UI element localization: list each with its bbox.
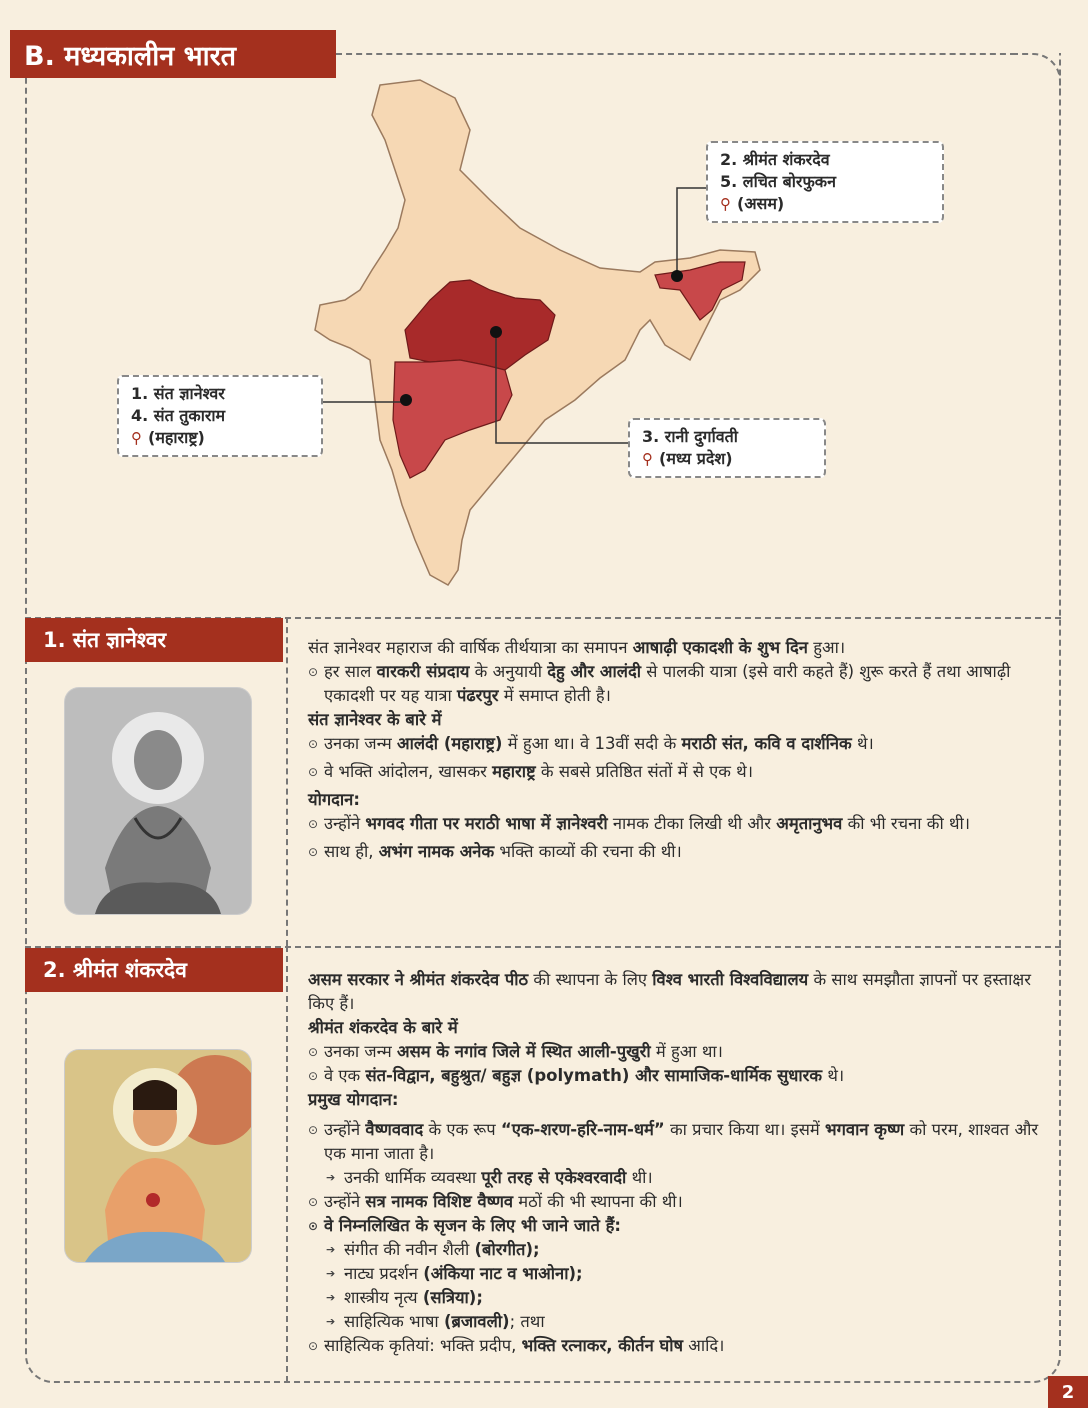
sec2-subbullet: ➔ उनकी धार्मिक व्यवस्था पूरी तरह से एकेश्वरवादी थी। (308, 1166, 1048, 1190)
sec1-intro: संत ज्ञानेश्वर महाराज की वार्षिक तीर्थयात्रा का समापन आषाढ़ी एकादशी के शुभ दिन हुआ। (308, 638, 846, 657)
sec2-contrib-heading: प्रमुख योगदान: (308, 1090, 399, 1109)
location-pin-icon: ⚲ (131, 429, 142, 447)
sant-dnyaneshwar-portrait (65, 688, 251, 914)
sec1-bullet: ⊙ उनका जन्म आलंदी (महाराष्ट्र) में हुआ था। वे 13वीं सदी के मराठी संत, कवि व दार्शनिक थे। (308, 732, 1048, 756)
page-number: 2 (1048, 1376, 1088, 1408)
sec2-bullet: ⊙ उन्होंने वैष्णववाद के एक रूप “एक-शरण-हरि-नाम-धर्म” का प्रचार किया था। इसमें भगवान कृष्ण को परम, शाश्वत और एक माना जाता है। (308, 1118, 1048, 1166)
callout-mp-line1: 3. रानी दुर्गावती (642, 427, 738, 446)
callout-assam-line1: 2. श्रीमंत शंकरदेव (720, 150, 830, 169)
sec1-contrib-heading: योगदान: (308, 790, 360, 809)
sec2-bullet: ⊙ साहित्यिक कृतियां: भक्ति प्रदीप, भक्ति रत्नाकर, कीर्तन घोष आदि। (308, 1334, 1048, 1358)
vsep-2 (286, 946, 288, 1382)
callout-mh-line1: 1. संत ज्ञानेश्वर (131, 384, 225, 403)
sec2-bullet: ⊙ उनका जन्म असम के नगांव जिले में स्थित आली-पुखुरी में हुआ था। (308, 1040, 1048, 1064)
sec1-bullet: ⊙ उन्होंने भगवद गीता पर मराठी भाषा में ज्ञानेश्वरी नामक टीका लिखी थी और अमृतानुभव की भी रचना की थी। (308, 812, 1048, 836)
vsep-1 (286, 617, 288, 946)
sec2-bullet: ⊙ उन्होंने सत्र नामक विशिष्ट वैष्णव मठों की भी स्थापना की थी। (308, 1190, 1048, 1214)
callout-mp-state: (मध्य प्रदेश) (659, 449, 733, 468)
marker-assam (671, 270, 683, 282)
callout-maharashtra (117, 375, 323, 457)
callout-assam (706, 141, 944, 223)
callout-mp (628, 418, 826, 478)
sec1-bullet: ⊙ हर साल वारकरी संप्रदाय के अनुयायी देहु और आलंदी से पालकी यात्रा (इसे वारी कहते हैं) शुरू करते हैं तथा आषाढ़ी एकादशी पर यह यात्रा पंढरपुर में समाप्त होती है। (308, 660, 1048, 708)
callout-mh-state: (महाराष्ट्र) (148, 428, 205, 447)
sec1-bullet: ⊙ साथ ही, अभंग नामक अनेक भक्ति काव्यों की रचना की थी। (308, 840, 1048, 864)
callout-assam-line2: 5. लचित बोरफुकन (720, 172, 836, 191)
sec2-bullet: ⊙ वे निम्नलिखित के सृजन के लिए भी जाने जाते हैं: (308, 1214, 1048, 1238)
callout-mh-line2: 4. संत तुकाराम (131, 406, 226, 425)
marker-mp (490, 326, 502, 338)
sec2-subbullet: ➔ साहित्यिक भाषा (ब्रजावली); तथा (308, 1310, 1048, 1334)
header-dash-line (336, 53, 1016, 55)
location-pin-icon: ⚲ (720, 195, 731, 213)
shrimant-shankardev-tab: 2. श्रीमंत शंकरदेव (25, 948, 283, 992)
callout-assam-state: (असम) (737, 194, 785, 213)
sec1-content (308, 636, 1048, 864)
sec1-about-heading: संत ज्ञानेश्वर के बारे में (308, 710, 442, 729)
sec2-subbullet: ➔ नाट्य प्रदर्शन (अंकिया नाट व भाओना); (308, 1262, 1048, 1286)
sec2-subbullet: ➔ शास्त्रीय नृत्य (सत्रिया); (308, 1286, 1048, 1310)
marker-maharashtra (400, 394, 412, 406)
section-title: B. मध्यकालीन भारत (10, 30, 336, 78)
sec2-about-heading: श्रीमंत शंकरदेव के बारे में (308, 1018, 458, 1037)
sec2-intro: असम सरकार ने श्रीमंत शंकरदेव पीठ की स्थापना के लिए विश्व भारती विश्वविद्यालय के साथ समझौता ज्ञापनों पर हस्ताक्षर किए हैं। (308, 970, 1031, 1013)
sec2-bullet: ⊙ वे एक संत-विद्वान, बहुश्रुत/ बहुज्ञ (polymath) और सामाजिक-धार्मिक सुधारक थे। (308, 1064, 1048, 1088)
shrimant-shankardev-portrait (65, 1050, 251, 1262)
sec1-bullet: ⊙ वे भक्ति आंदोलन, खासकर महाराष्ट्र के सबसे प्रतिष्ठित संतों में से एक थे। (308, 760, 1048, 784)
sec2-subbullet: ➔ संगीत की नवीन शैली (बोरगीत); (308, 1238, 1048, 1262)
sant-dnyaneshwar-tab: 1. संत ज्ञानेश्वर (25, 618, 283, 662)
sec2-content (308, 968, 1048, 1358)
location-pin-icon: ⚲ (642, 450, 653, 468)
